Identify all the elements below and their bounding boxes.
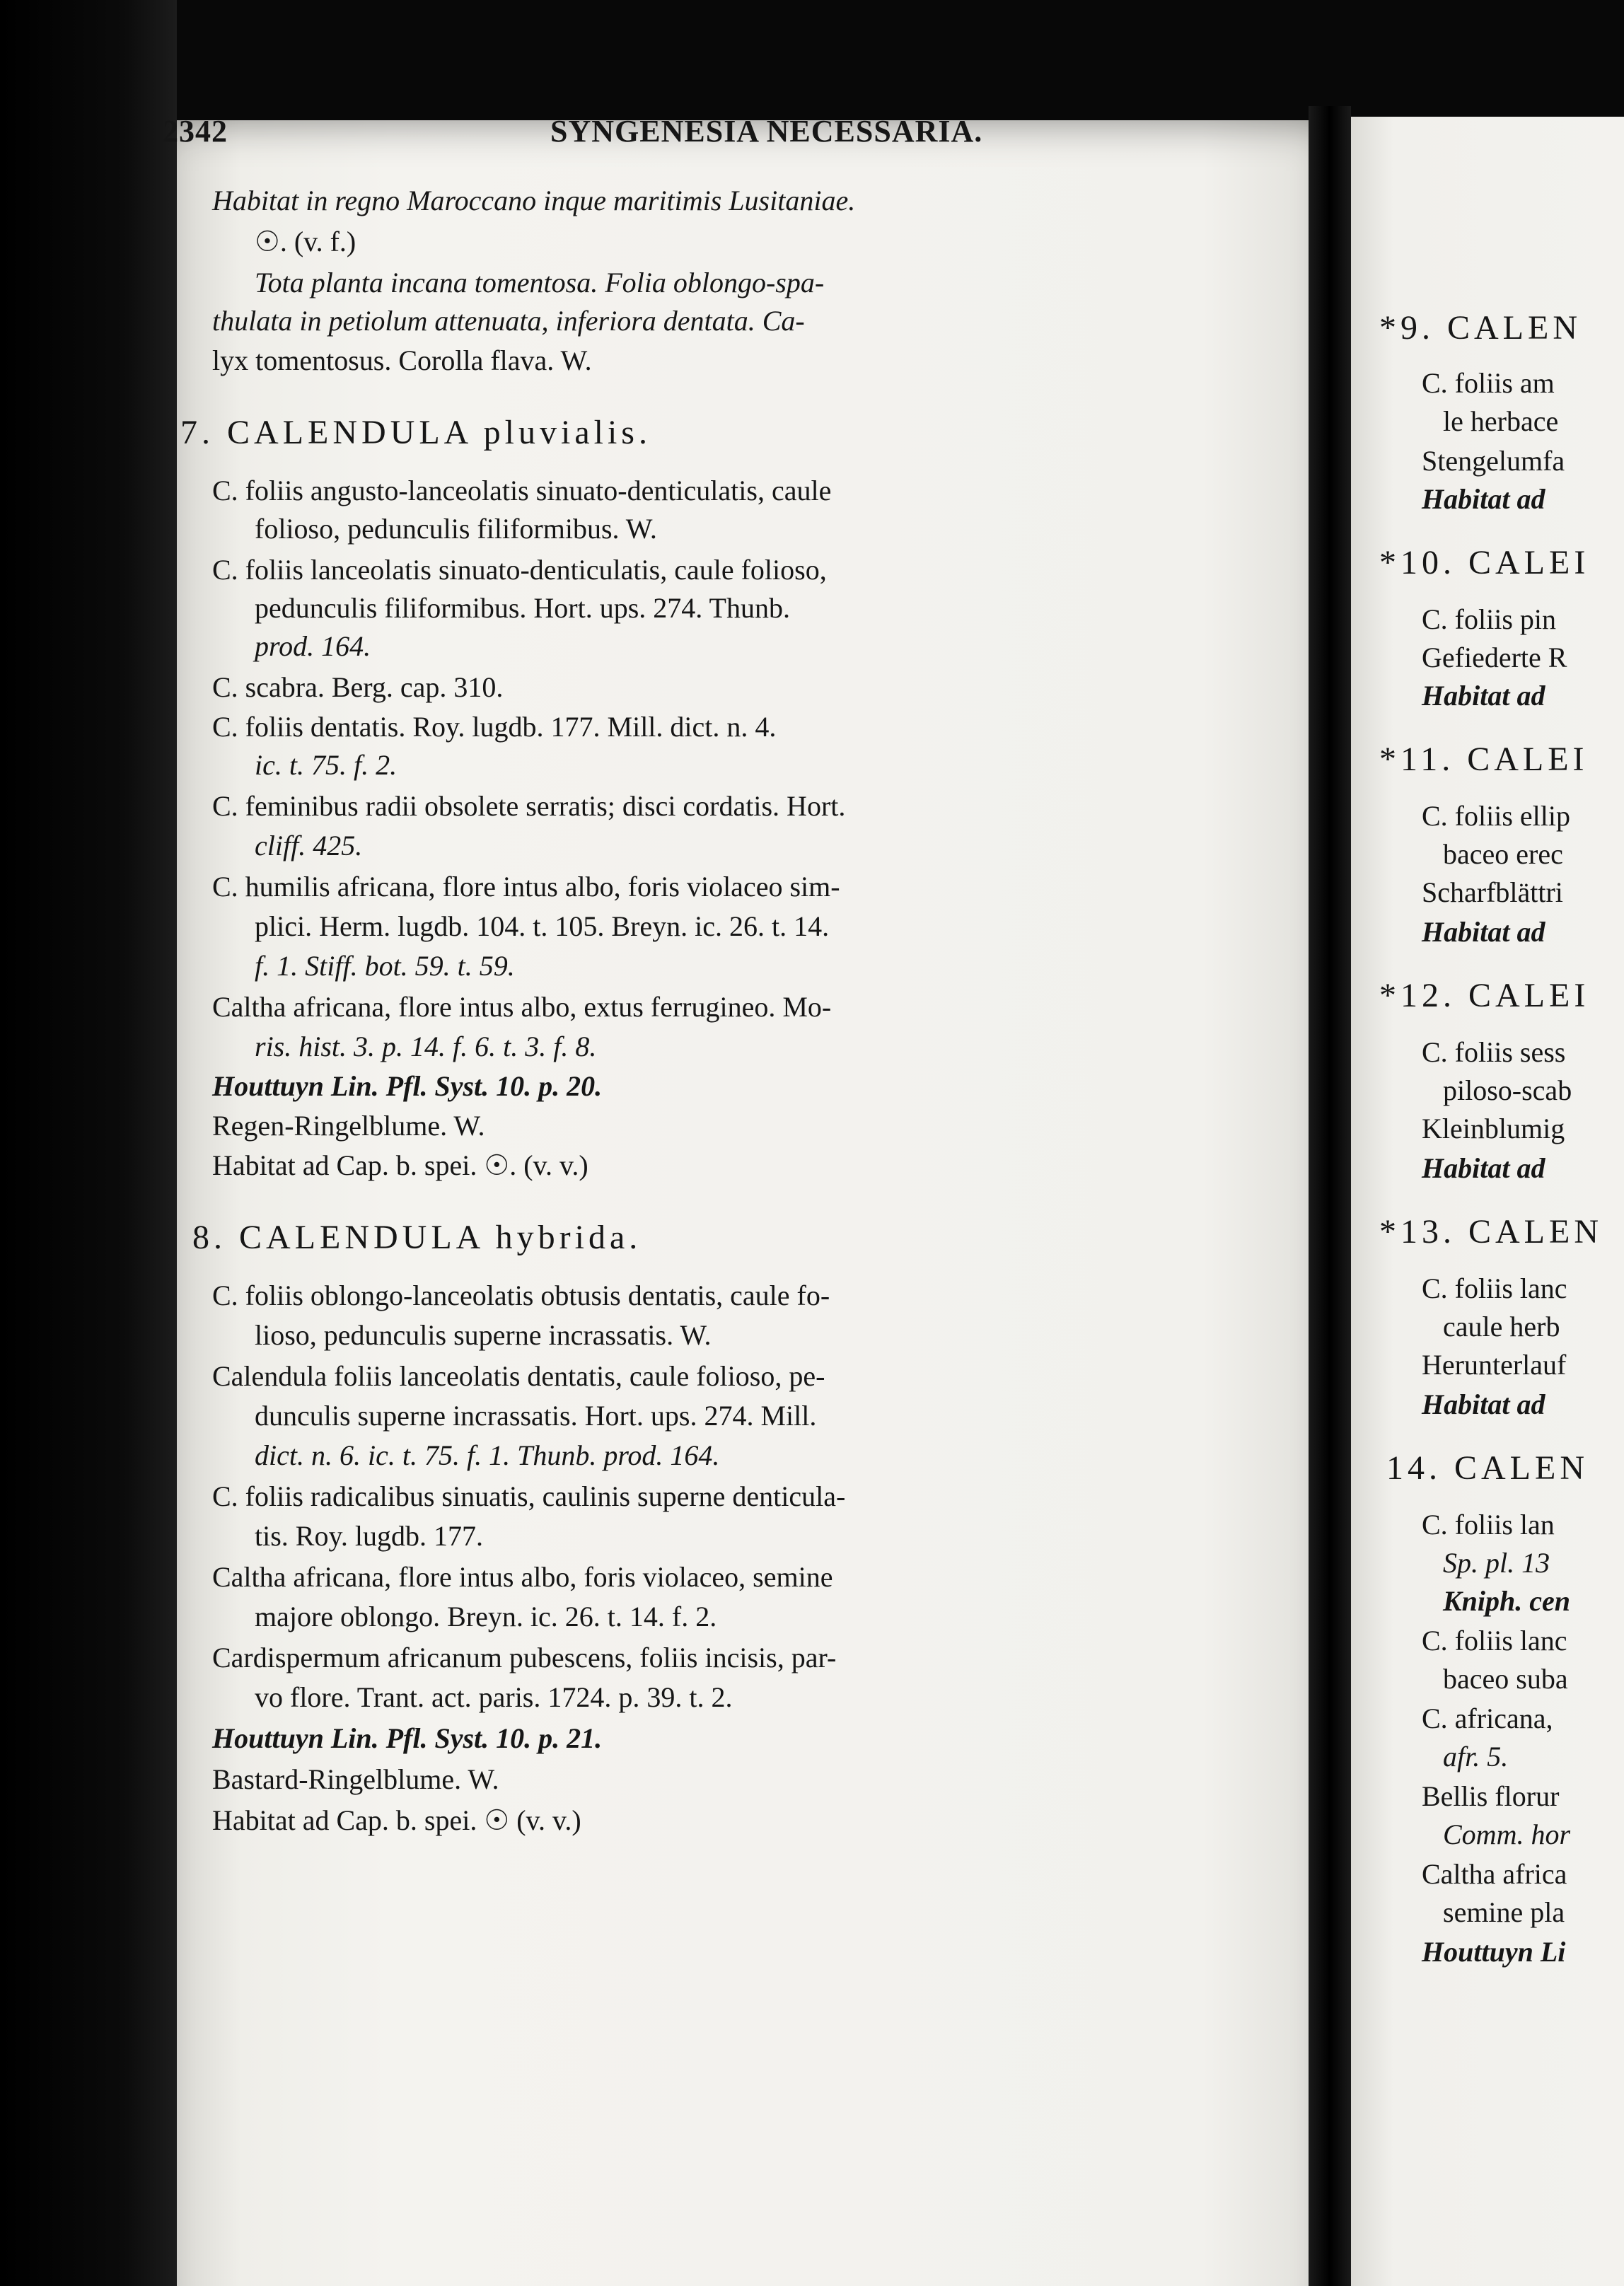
habitat-line: Habitat ad [1422, 680, 1545, 712]
habitat-line: Habitat ad [1422, 1152, 1545, 1184]
text-line: C. africana, [1422, 1702, 1553, 1734]
text-line: folioso, pedunculis filiformibus. W. [255, 513, 657, 545]
text-line: plici. Herm. lugdb. 104. t. 105. Breyn. ic. 26. t. 14. [255, 910, 830, 942]
text-line: Kleinblumig [1422, 1113, 1565, 1144]
text-line: C. foliis sess [1422, 1036, 1566, 1068]
running-head: SYNGENESIA NECESSARIA. [550, 114, 983, 149]
text-line: Caltha africana, flore intus albo, extus ferrugineo. Mo- [212, 991, 832, 1023]
text-line: Stengelumfa [1422, 445, 1565, 477]
text-line: C. foliis dentatis. Roy. lugdb. 177. Mill. dict. n. 4. [212, 711, 777, 743]
species-heading: *10. CALEI [1379, 544, 1590, 581]
text-line: Bastard-Ringelblume. W. [212, 1763, 499, 1795]
habitat-line: Habitat ad [1422, 483, 1545, 515]
text-line: Comm. hor [1443, 1818, 1571, 1850]
text-line: C. foliis lanceolatis sinuato-denticulatis, caule folioso, [212, 554, 827, 586]
species-heading: 14. CALEN [1386, 1449, 1589, 1487]
page-header [163, 113, 1082, 170]
text-line: Tota planta incana tomentosa. Folia oblongo-spa- [255, 267, 825, 298]
text-line: Sp. pl. 13 [1443, 1547, 1550, 1579]
text-line: lyx tomentosus. Corolla flava. W. [212, 344, 592, 376]
text-line: thulata in petiolum attenuata, inferiora dentata. Ca- [212, 305, 805, 337]
text-line: Houttuyn Lin. Pfl. Syst. 10. p. 20. [212, 1070, 603, 1102]
species-heading: *12. CALEI [1379, 977, 1590, 1014]
species-heading: 8. CALENDULA hybrida. [192, 1219, 642, 1256]
text-line: Kniph. cen [1443, 1585, 1571, 1617]
text-line: Cardispermum africanum pubescens, foliis incisis, par- [212, 1642, 837, 1673]
text-line: tis. Roy. lugdb. 177. [255, 1520, 483, 1552]
text-line: lioso, pedunculis superne incrassatis. W. [255, 1319, 712, 1351]
text-line: f. 1. Stiff. bot. 59. t. 59. [255, 950, 515, 982]
text-line: le herbace [1443, 405, 1559, 437]
habitat-line: Habitat ad Cap. b. spei. ☉. (v. v.) [212, 1149, 588, 1181]
text-line: dict. n. 6. ic. t. 75. f. 1. Thunb. prod. 164. [255, 1439, 720, 1471]
text-line: C. foliis am [1422, 367, 1555, 399]
text-line: Caltha africana, flore intus albo, foris violaceo, semine [212, 1561, 833, 1593]
text-line: C. foliis angusto-lanceolatis sinuato-denticulatis, caule [212, 475, 832, 506]
habitat-line: Habitat ad [1422, 1388, 1545, 1420]
text-line: prod. 164. [255, 630, 371, 662]
page-number: 2342 [163, 114, 228, 149]
text-line: ris. hist. 3. p. 14. f. 6. t. 3. f. 8. [255, 1031, 597, 1062]
text-line: cliff. 425. [255, 830, 363, 861]
species-heading: *9. CALEN [1379, 309, 1582, 347]
text-line: C. foliis ellip [1422, 800, 1570, 832]
book-gutter [1309, 106, 1351, 2286]
text-line: Houttuyn Li [1422, 1936, 1566, 1968]
species-heading: *11. CALEI [1379, 741, 1589, 778]
text-line: majore oblongo. Breyn. ic. 26. t. 14. f. 2. [255, 1601, 717, 1632]
text-line: C. foliis pin [1422, 603, 1557, 635]
habitat-line: Habitat ad [1422, 916, 1545, 948]
text-line: C. foliis lan [1422, 1509, 1555, 1541]
text-line: C. foliis lanc [1422, 1625, 1567, 1657]
text-line: ☉. (v. f.) [255, 226, 356, 257]
text-line: C. foliis lanc [1422, 1272, 1567, 1304]
text-line: C. foliis radicalibus sinuatis, caulinis superne denticula- [212, 1480, 846, 1512]
text-line: C. humilis africana, flore intus albo, foris violaceo sim- [212, 871, 840, 903]
text-line: piloso-scab [1443, 1074, 1572, 1106]
habitat-line: Habitat ad Cap. b. spei. ☉ (v. v.) [212, 1804, 581, 1836]
text-line: C. scabra. Berg. cap. 310. [212, 671, 504, 703]
text-line: C. foliis oblongo-lanceolatis obtusis dentatis, caule fo- [212, 1280, 830, 1311]
text-line: vo flore. Trant. act. paris. 1724. p. 39. t. 2. [255, 1681, 733, 1713]
text-line: pedunculis filiformibus. Hort. ups. 274. Thunb. [255, 592, 790, 624]
text-line: caule herb [1443, 1311, 1560, 1342]
text-line: Regen-Ringelblume. W. [212, 1110, 485, 1142]
text-line: baceo erec [1443, 838, 1563, 870]
text-line: Calendula foliis lanceolatis dentatis, caule folioso, pe- [212, 1360, 825, 1392]
species-heading: *13. CALEN [1379, 1213, 1603, 1251]
text-line: Houttuyn Lin. Pfl. Syst. 10. p. 21. [212, 1722, 603, 1754]
text-line: Scharfblättri [1422, 876, 1563, 908]
text-line: ic. t. 75. f. 2. [255, 749, 398, 781]
scan-border [0, 0, 177, 2286]
species-heading: 7. CALENDULA pluvialis. [180, 414, 651, 451]
text-line: Bellis florur [1422, 1780, 1560, 1812]
text-line: Gefiederte R [1422, 642, 1567, 673]
text-line: afr. 5. [1443, 1741, 1509, 1772]
text-line: dunculis superne incrassatis. Hort. ups. 274. Mill. [255, 1400, 817, 1432]
text-line: baceo suba [1443, 1663, 1568, 1695]
text-line: Caltha africa [1422, 1858, 1567, 1890]
text-line: semine pla [1443, 1896, 1565, 1928]
text-line: C. feminibus radii obsolete serratis; disci cordatis. Hort. [212, 790, 846, 822]
text-line: Herunterlauf [1422, 1349, 1567, 1381]
text-line: Habitat in regno Maroccano inque maritimis Lusitaniae. [212, 185, 856, 216]
